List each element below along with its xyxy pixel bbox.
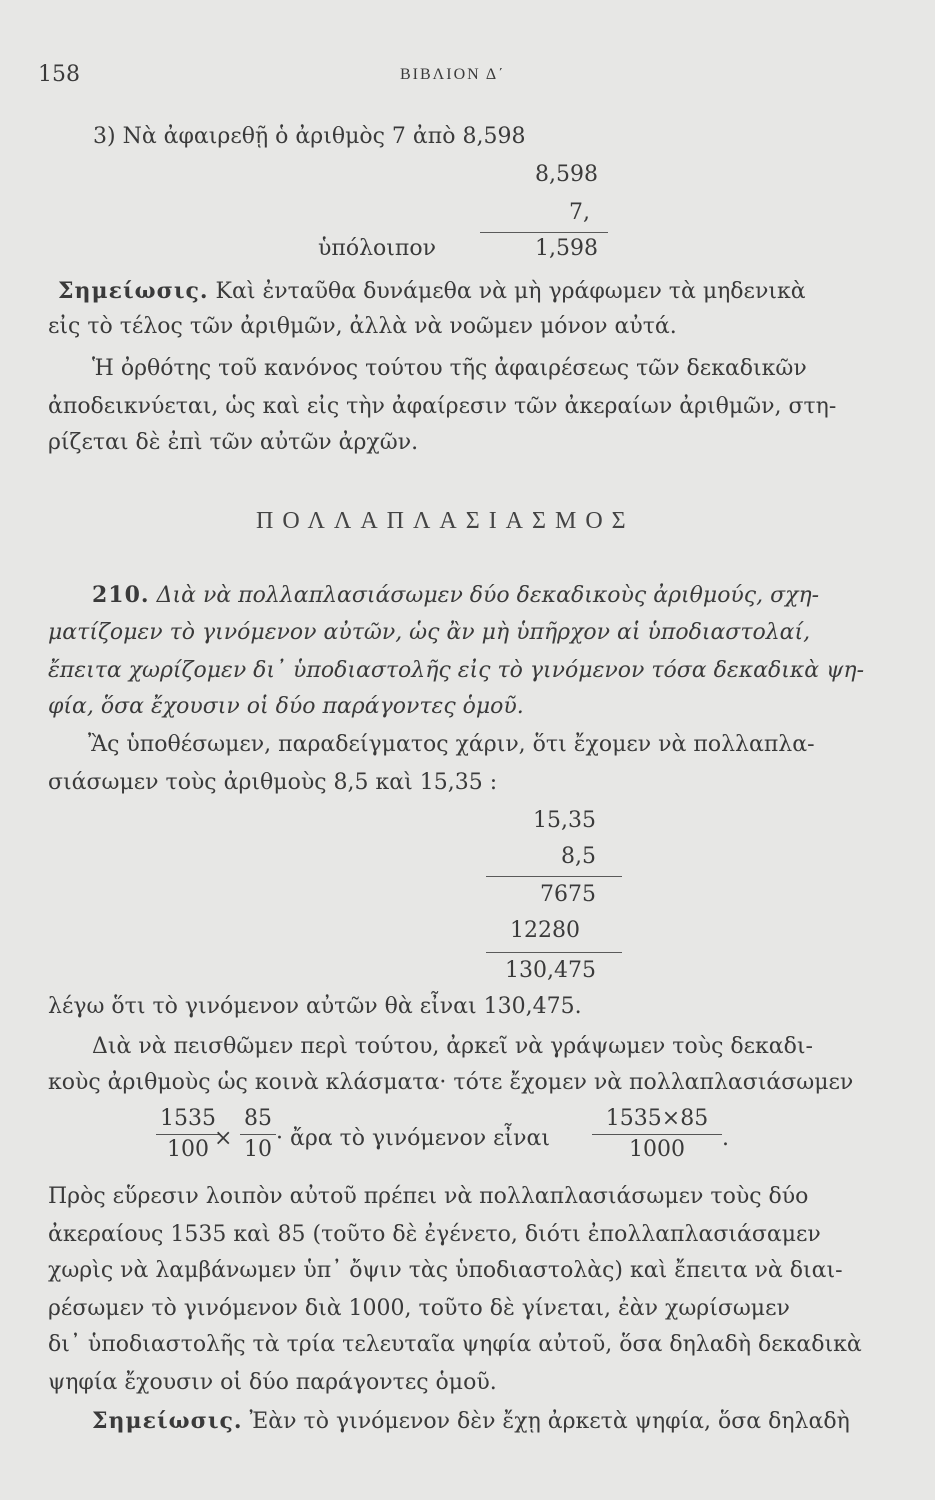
rule210-number: 210. [92, 582, 150, 608]
final-line1: Πρὸς εὕρεσιν λοιπὸν αὐτοῦ πρέπει νὰ πολλαπλασιάσωμεν τοὺς δύο [48, 1184, 809, 1209]
rule210-line4: φία, ὅσα ἔχουσιν οἱ δύο παράγοντες ὁμοῦ. [48, 694, 524, 719]
page-number: 158 [38, 62, 80, 87]
correctness-line1: Ἡ ὀρθότης τοῦ κανόνος τούτου τῆς ἀφαιρέσεως τῶν δεκαδικῶν [92, 356, 807, 381]
product: 130,475 [505, 958, 596, 983]
note1-line1 [58, 276, 806, 307]
fraction-1535-100 [156, 1106, 220, 1163]
partial-product-2: 12280 [510, 918, 580, 943]
fraction-85-10 [240, 1106, 276, 1163]
remainder: 1,598 [535, 236, 598, 261]
fraction-product [592, 1106, 722, 1163]
intro-line2: σιάσωμεν τοὺς ἀριθμοὺς 8,5 καὶ 15,35 : [48, 770, 498, 795]
frac2-bar [240, 1134, 276, 1135]
intro-line1: Ἂς ὑποθέσωμεν, παραδείγματος χάριν, ὅτι ἔχομεν νὰ πολλαπλα- [88, 732, 815, 757]
proof-line2: κοὺς ἀριθμοὺς ὡς κοινὰ κλάσματα· τότε ἔχομεν νὰ πολλαπλασιάσωμεν [48, 1070, 854, 1095]
note2-line [92, 1406, 850, 1437]
final-line4: ρέσωμεν τὸ γινόμενον διὰ 1000, τοῦτο δὲ γίνεται, ἐὰν χωρίσωμεν [48, 1296, 790, 1321]
section-title: ΠΟΛΛΑΠΛΑΣΙΑΣΜΟΣ [256, 508, 635, 534]
proof-line1: Διὰ νὰ πεισθῶμεν περὶ τούτου, ἀρκεῖ νὰ γράψωμεν τοὺς δεκαδι- [92, 1034, 813, 1059]
minuend: 8,598 [535, 162, 598, 187]
note2-text: Ἐὰν τὸ γινόμενον δὲν ἔχῃ ἀρκετὰ ψηφία, ὅσα δηλαδὴ [242, 1409, 850, 1434]
fraction-end-dot: . [722, 1126, 729, 1151]
frac3-bar [592, 1134, 722, 1135]
final-line2: ἀκεραίους 1535 καὶ 85 (τοῦτο δὲ ἐγένετο, διότι ἐπολλαπλασιάσαμεν [48, 1222, 821, 1247]
partial-product-1: 7675 [540, 882, 596, 907]
multiplication-rule-1 [486, 876, 622, 877]
frac1-numerator: 1535 [160, 1106, 216, 1131]
final-line3: χωρὶς νὰ λαμβάνωμεν ὑπ᾽ ὄψιν τὰς ὑποδιαστολὰς) καὶ ἔπειτα νὰ διαι- [48, 1258, 843, 1283]
rule210-line3: ἔπειτα χωρίζομεν δι᾽ ὑποδιαστολῆς εἰς τὸ γινόμενον τόσα δεκαδικὰ ψη- [48, 658, 864, 683]
rule210-text1: Διὰ νὰ πολλαπλασιάσωμεν δύο δεκαδικοὺς ἀριθμούς, σχη- [149, 583, 820, 608]
note1-label: Σημείωσις. [58, 278, 209, 304]
note1-text1: Καὶ ἐνταῦθα δυνάμεθα νὰ μὴ γράφωμεν τὰ μηδενικὰ [208, 279, 806, 304]
frac3-denominator: 1000 [629, 1137, 685, 1162]
final-line6: ψηφία ἔχουσιν οἱ δύο παράγοντες ὁμοῦ. [48, 1370, 497, 1395]
correctness-line3: ρίζεται δὲ ἐπὶ τῶν αὐτῶν ἀρχῶν. [48, 430, 419, 455]
subtraction-rule [480, 232, 608, 233]
multiplier: 8,5 [561, 844, 596, 869]
running-title: ΒΙΒΛΙΟΝ Δ΄ [400, 66, 506, 83]
remainder-label: ὑπόλοιπον [318, 236, 436, 261]
note2-label: Σημείωσις. [92, 1408, 243, 1434]
frac2-numerator: 85 [244, 1106, 272, 1131]
proof-mid-text: · ἄρα τὸ γινόμενον εἶναι [276, 1126, 550, 1151]
frac1-bar [156, 1134, 220, 1135]
times-sign: × [214, 1126, 233, 1151]
correctness-line2: ἀποδεικνύεται, ὡς καὶ εἰς τὴν ἀφαίρεσιν τῶν ἀκεραίων ἀριθμῶν, στη- [48, 394, 837, 419]
rule210-line2: ματίζομεν τὸ γινόμενον αὐτῶν, ὡς ἂν μὴ ὑπῆρχον αἱ ὑποδιαστολαί, [48, 620, 811, 645]
frac2-denominator: 10 [244, 1137, 272, 1162]
multiplicand: 15,35 [533, 808, 596, 833]
conclusion-line: λέγω ὅτι τὸ γινόμενον αὐτῶν θὰ εἶναι 130,475. [48, 994, 582, 1019]
multiplication-rule-2 [486, 952, 622, 953]
frac3-numerator: 1535×85 [605, 1106, 709, 1131]
example3-statement: 3) Νὰ ἀφαιρεθῇ ὁ ἀριθμὸς 7 ἀπὸ 8,598 [93, 124, 526, 149]
frac1-denominator: 100 [167, 1137, 209, 1162]
rule210-line1 [92, 580, 819, 611]
subtrahend: 7, [569, 200, 590, 225]
note1-line2: εἰς τὸ τέλος τῶν ἀριθμῶν, ἀλλὰ νὰ νοῶμεν μόνον αὐτά. [48, 314, 677, 339]
final-line5: δι᾽ ὑποδιαστολῆς τὰ τρία τελευταῖα ψηφία αὐτοῦ, ὅσα δηλαδὴ δεκαδικὰ [48, 1332, 862, 1357]
